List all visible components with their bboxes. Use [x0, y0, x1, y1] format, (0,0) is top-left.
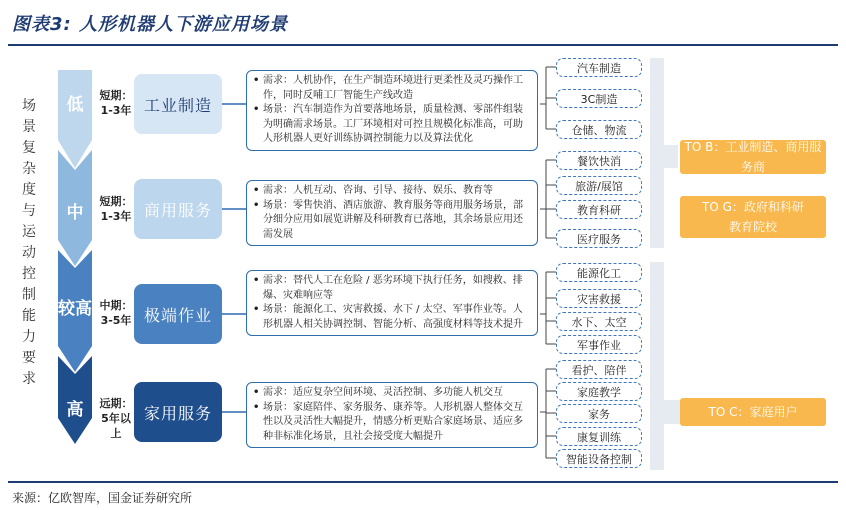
tag-item: 汽车制造	[556, 58, 642, 77]
desc-text: 需求：适应复杂空间环境、灵活控制、多功能人机交互	[263, 387, 503, 398]
side-char: 与	[22, 203, 36, 219]
desc-bullet	[253, 74, 531, 103]
desc-bullet	[253, 303, 531, 332]
bullet-dot: •	[253, 304, 260, 315]
bullet-dot: •	[253, 75, 260, 86]
side-char: 杂	[22, 161, 36, 177]
tag-item: 3C制造	[556, 89, 642, 108]
side-char: 景	[22, 119, 36, 135]
desc-text: 需求：人机互动、咨询、引导、接待、娱乐、教育等	[263, 185, 493, 196]
period-label: 短期：1-3年	[99, 195, 133, 223]
bullet-dot: •	[253, 185, 260, 196]
side-char: 场	[22, 98, 36, 114]
desc-text: 场景：零售快消、酒店旅游、教育服务等商用服务场景，部分细分应用如展览讲解及科研教育已落地，其余场景应用还需发展	[263, 199, 523, 240]
bracket-industry	[540, 67, 556, 129]
bottom-rule	[8, 481, 838, 483]
desc-box-commercial	[246, 180, 538, 246]
side-char: 求	[22, 371, 36, 387]
level-label: 较高	[58, 299, 92, 319]
tag-item: 军事作业	[556, 335, 642, 354]
tag-item: 康复训练	[556, 427, 642, 446]
result-box-to-c: TO C：家庭用户	[680, 398, 826, 426]
desc-bullet	[253, 274, 531, 303]
figure-title: 图表3: 人形机器人下游应用场景	[12, 14, 288, 35]
side-char: 制	[22, 287, 36, 303]
bracket-extreme	[540, 272, 556, 344]
side-char: 能	[22, 308, 36, 324]
tag-item: 仓储、物流	[556, 120, 642, 139]
desc-text: 场景：能源化工、灾害救援、水下 / 太空、军事作业等。人形机器人相关协调控制、智能分析、高强度材料等技术提升	[263, 304, 523, 330]
bullet-dot: •	[253, 401, 260, 413]
source-note: 来源：亿欧智库，国金证券研究所	[12, 491, 193, 505]
tag-item: 家庭教学	[556, 382, 642, 401]
tag-item: 医疗服务	[556, 229, 642, 248]
desc-text: 需求：人机协作，在生产制造环境进行更柔性及灵巧操作工作，同时反哺工厂智能生产线改造	[263, 75, 523, 101]
side-char: 要	[22, 350, 36, 366]
desc-box-industry	[246, 70, 538, 151]
tag-item: 旅游/展馆	[556, 176, 642, 195]
bracket-home	[540, 369, 556, 458]
desc-text: 场景：家庭陪伴、家务服务、康养等。人形机器人整体交互性以及灵活性大幅提升，情感分析更贴合家庭场景、适应多种非标准化场景，且社会接受度大幅提升	[263, 401, 523, 442]
bullet-dot: •	[253, 387, 260, 398]
desc-bullet	[253, 386, 531, 401]
side-char: 力	[22, 329, 36, 345]
desc-text: 需求：替代人工在危险 / 恶劣环境下执行任务，如搜救、排爆、灾难响应等	[263, 275, 523, 301]
result-box-to-g: TO G：政府和科研教育院校	[680, 196, 826, 238]
period-label: 远期：5年以上	[99, 397, 133, 440]
bullet-dot: •	[253, 275, 260, 286]
period-label: 中期：3-5年	[99, 299, 133, 327]
side-char: 度	[22, 182, 36, 198]
side-char: 动	[22, 245, 36, 261]
desc-bullet	[253, 401, 531, 445]
tag-item: 水下、太空	[556, 312, 642, 331]
scene-box-commercial: 商用服务	[134, 179, 222, 239]
desc-bullet	[253, 199, 531, 243]
tag-item: 餐饮快消	[556, 151, 642, 170]
desc-bullet	[253, 184, 531, 199]
desc-box-home	[246, 382, 538, 448]
level-label: 中	[66, 203, 84, 223]
level-label: 高	[66, 400, 84, 420]
level-label: 低	[66, 95, 84, 115]
arrow-segment-low	[58, 70, 92, 168]
bracket-commercial	[540, 160, 556, 238]
scene-box-home: 家用服务	[134, 382, 222, 442]
tag-item: 灾害救援	[556, 289, 642, 308]
tag-item: 看护、陪伴	[556, 360, 642, 379]
side-char: 运	[22, 224, 36, 240]
scene-box-extreme: 极端作业	[134, 284, 222, 344]
tag-item: 能源化工	[556, 263, 642, 282]
desc-box-extreme	[246, 270, 538, 336]
side-char: 复	[22, 140, 36, 156]
result-box-to-b: TO B：工业制造、商用服务商	[680, 140, 826, 174]
bullet-dot: •	[253, 104, 260, 115]
tag-item: 教育科研	[556, 200, 642, 219]
flow-arrow-c	[650, 262, 680, 470]
side-char: 控	[22, 266, 36, 282]
desc-bullet	[253, 103, 531, 147]
scene-box-industry: 工业制造	[134, 74, 222, 134]
period-label: 短期：1-3年	[99, 89, 133, 117]
tag-item: 智能设备控制	[556, 449, 642, 468]
desc-text: 场景：汽车制造作为首要落地场景，质量检测、零部件组装为明确需求场景。工厂环境相对可控且规模化标准高，可助人形机器人更好训练协调控制能力以及算法优化	[263, 104, 523, 144]
tag-item: 家务	[556, 404, 642, 423]
bullet-dot: •	[253, 199, 260, 211]
